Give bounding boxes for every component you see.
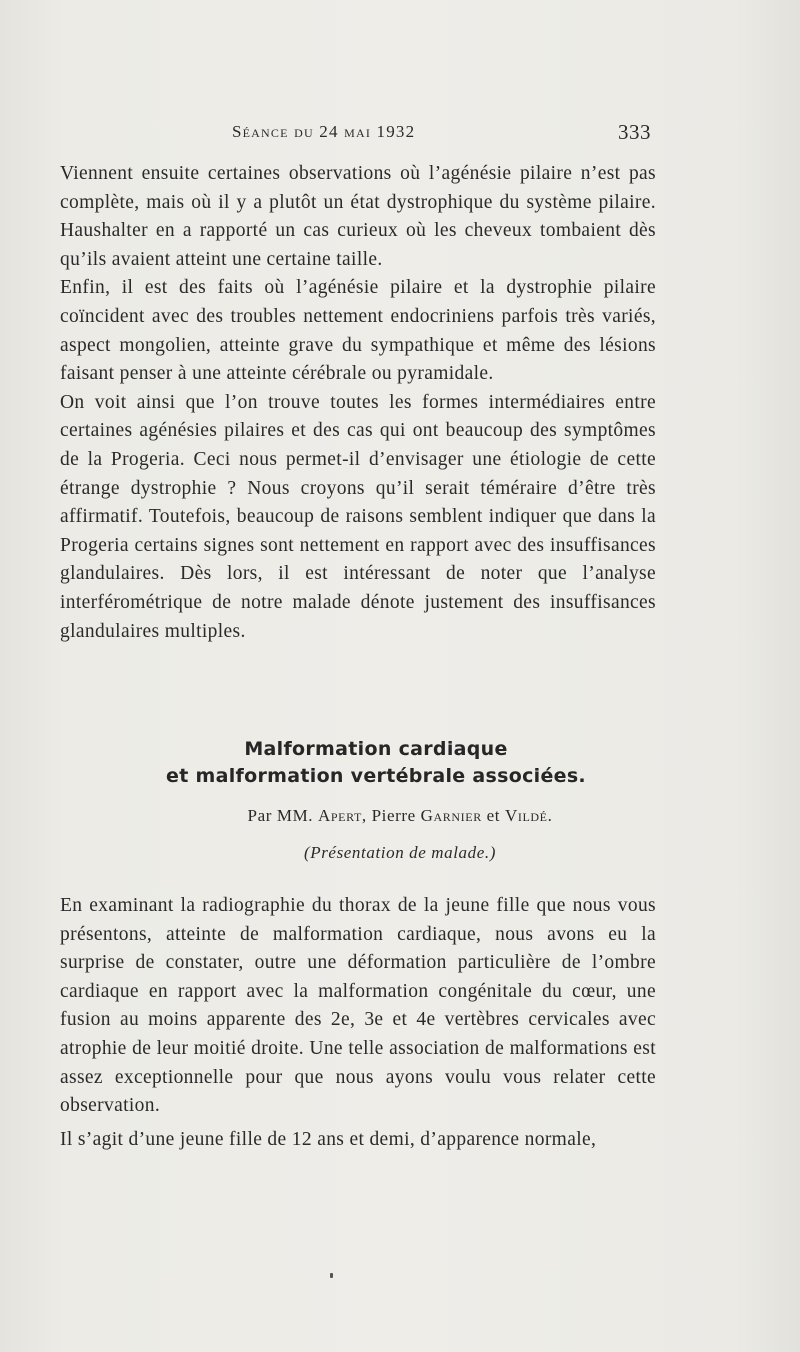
byline-end: . [547,806,553,825]
author-vilde: Vildé [504,806,548,825]
body-text-article [60,892,656,1121]
author-apert: Apert [318,806,362,825]
paragraph-enfin: Enfin, il est des faits où l’agénésie pilaire et la dystrophie pilaire coïncident avec des troubles nettement endocriniens parfois très variés, aspect mongolien, atteinte grave du sympathique et même des lésions faisant penser à une atteinte cérébrale ou pyramidale. [60,277,656,385]
running-head: Séance du 24 mai 1932 [232,122,416,141]
page-header [0,118,800,148]
byline-separator-2: et [481,806,505,825]
body-text-continuation [60,1126,656,1155]
author-garnier: Garnier [420,806,482,825]
page-number: 333 [618,120,651,144]
ink-speck [330,1273,333,1278]
paragraph-jeune-fille: Il s’agit d’une jeune fille de 12 ans et demi, d’apparence normale, [60,1129,597,1150]
article-title-line-2: et malformation vertébrale associées. [166,765,586,787]
paragraph-haushalter: Viennent ensuite certaines observations où l’agénésie pilaire n’est pas complète, mais où il y a plutôt un état dystrophique du système pilaire. Haushalter en a rapporté un cas curieux où les cheveux tombaient dès qu’ils avaient atteint une certaine taille. [60,163,656,270]
byline-prefix: Par MM. [247,806,318,825]
presentation-note: (Présentation de malade.) [303,843,497,862]
byline-separator-1: , Pierre [361,806,421,825]
article-title-line-1: Malformation cardiaque [244,738,508,760]
paragraph-progeria: On voit ainsi que l’on trouve toutes les formes intermédiaires entre certaines agénésies pilaires et des cas qui ont beaucoup des symptômes de la Progeria. Ceci nous permet-il d’envisager une étiologie de cette étrange dystrophie ? Nous croyons qu’il serait téméraire d’être très affirmatif. Toutefois, beaucoup de raisons semblent indiquer que dans la Progeria certains signes sont nettement en rapport avec des insuffisances glandulaires. Dès lors, il est intéressant de noter que l’analyse interférométrique de notre malade dénote justement des insuffisances glandulaires multiples. [60,391,656,642]
paragraph-radiographie: En examinant la radiographie du thorax de la jeune fille que nous vous présentons, atteinte de malformation cardiaque, nous avons eu la surprise de constater, outre une déformation particulière de l’ombre cardiaque en rapport avec la malformation congénitale du cœur, une fusion au moins apparente des 2e, 3e et 4e vertèbres cervicales avec atrophie de leur moitié droite. Une telle association de malformations est assez exceptionnelle pour que nous ayons voulu vous relater cette observation. [60,895,656,1117]
author-byline [0,806,800,826]
body-text-top [60,160,656,646]
